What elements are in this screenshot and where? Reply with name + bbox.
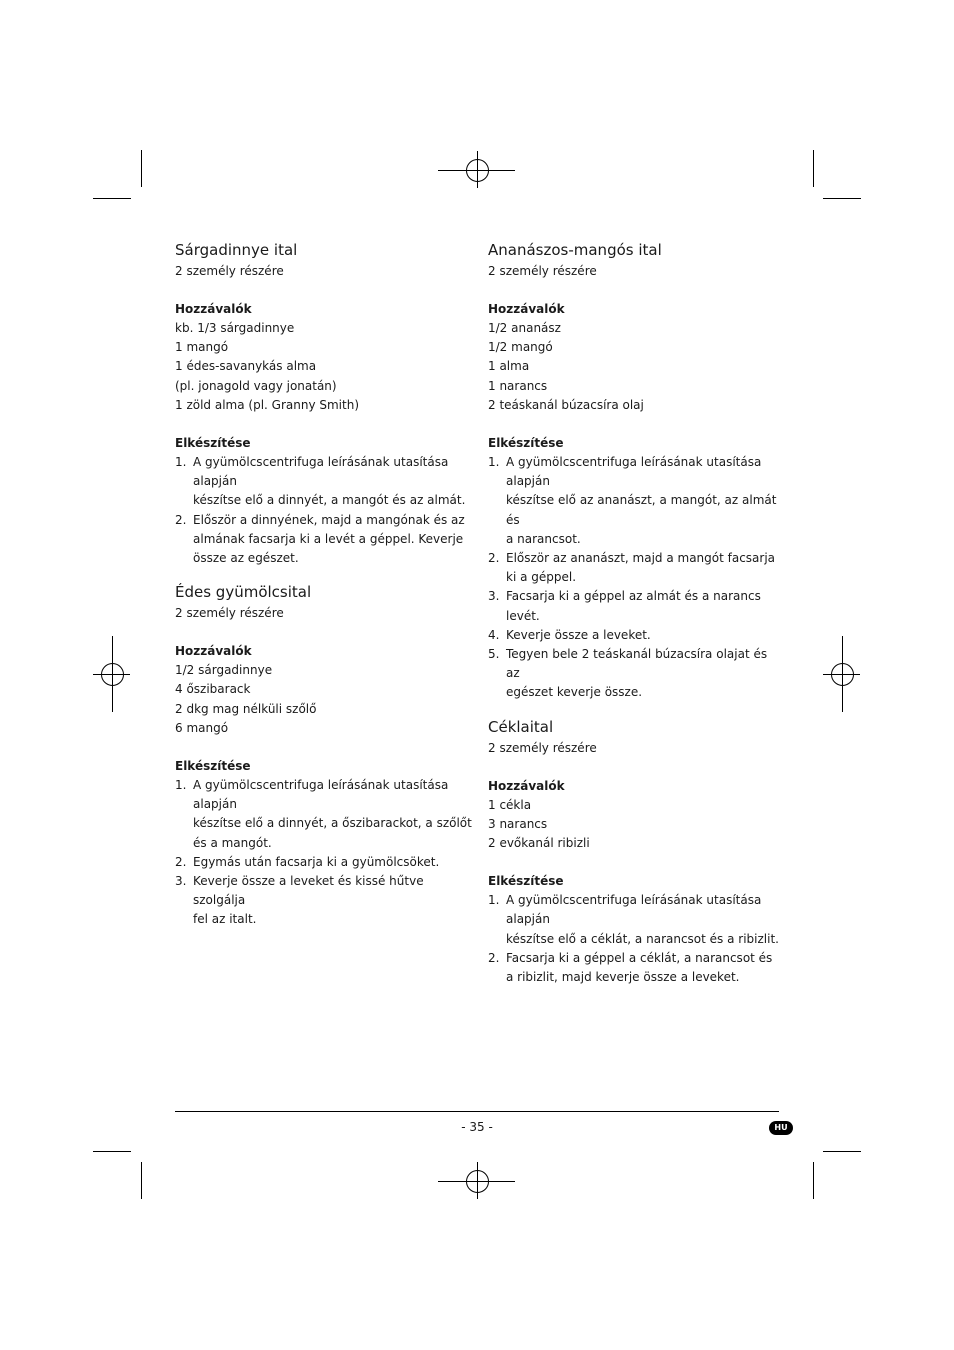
step-number: 1. bbox=[175, 778, 187, 793]
step-line: fel az italt. bbox=[193, 912, 257, 927]
step-number: 3. bbox=[175, 874, 187, 889]
ingredients-list bbox=[175, 661, 475, 738]
step-number: 2. bbox=[175, 854, 187, 869]
ingredient-item: 4 őszibarack bbox=[175, 682, 251, 697]
recipe-title: Céklaital bbox=[488, 717, 554, 736]
ingredients-list bbox=[488, 796, 780, 854]
method-step bbox=[175, 453, 475, 511]
method-heading: Elkészítése bbox=[488, 436, 564, 451]
step-line: egészet keverje össze. bbox=[506, 685, 643, 700]
step-number: 2. bbox=[488, 950, 500, 965]
ingredient-item: 1 mangó bbox=[175, 340, 229, 355]
step-line: Először az ananászt, majd a mangót facsarja bbox=[506, 551, 776, 566]
step-line: A gyümölcscentrifuga leírásának utasítása alapján bbox=[193, 455, 449, 489]
recipe-serves: 2 személy részére bbox=[175, 606, 284, 621]
ingredients-heading: Hozzávalók bbox=[488, 302, 565, 316]
step-line: készítse elő az ananászt, a mangót, az almát és bbox=[506, 493, 777, 527]
recipe-serves: 2 személy részére bbox=[488, 740, 597, 755]
step-line: Keverje össze a leveket. bbox=[506, 627, 651, 642]
right-column bbox=[488, 238, 780, 987]
method-step bbox=[488, 453, 780, 549]
ingredient-item: 1 cékla bbox=[488, 797, 532, 812]
step-line: Keverje össze a leveket és kissé hűtve szolgálja bbox=[193, 874, 424, 908]
recipe-sargadinnye bbox=[175, 238, 475, 568]
step-line: Egymás után facsarja ki a gyümölcsöket. bbox=[193, 854, 440, 869]
step-line: és a mangót. bbox=[193, 835, 272, 850]
step-number: 5. bbox=[488, 647, 500, 662]
step-line: össze az egészet. bbox=[193, 551, 299, 566]
ingredient-item: 1 narancs bbox=[488, 378, 548, 393]
step-number: 2. bbox=[488, 551, 500, 566]
ingredient-item: 3 narancs bbox=[488, 816, 548, 831]
recipe-title: Sárgadinnye ital bbox=[175, 241, 298, 259]
method-step bbox=[175, 853, 475, 872]
step-number: 4. bbox=[488, 627, 500, 642]
step-number: 3. bbox=[488, 589, 500, 604]
ingredient-item: 6 mangó bbox=[175, 720, 229, 735]
recipe-ananaszos-mangos bbox=[488, 238, 780, 703]
ingredients-heading: Hozzávalók bbox=[175, 302, 252, 316]
method-step bbox=[175, 511, 475, 569]
method-heading: Elkészítése bbox=[488, 874, 564, 889]
ingredient-item: 1/2 ananász bbox=[488, 321, 561, 335]
ingredient-item: 1 édes-savanykás alma bbox=[175, 359, 317, 374]
step-line: A gyümölcscentrifuga leírásának utasítása alapján bbox=[506, 455, 762, 489]
recipe-edes-gyumolcsital bbox=[175, 580, 475, 929]
recipe-title: Ananászos-mangós ital bbox=[488, 241, 662, 259]
method-step bbox=[175, 776, 475, 853]
step-line: Facsarja ki a géppel az almát és a narancs levét. bbox=[506, 589, 761, 623]
step-line: Facsarja ki a géppel a céklát, a narancsot és bbox=[506, 950, 773, 965]
step-line: a ribizlit, majd keverje össze a leveket. bbox=[506, 970, 740, 985]
step-line: készítse elő a céklát, a narancsot és a ribizlit. bbox=[506, 931, 779, 946]
method-step bbox=[488, 626, 780, 645]
ingredient-item: 2 evőkanál ribizli bbox=[488, 836, 590, 851]
ingredient-item: 2 dkg mag nélküli szőlő bbox=[175, 701, 317, 716]
method-steps bbox=[488, 891, 780, 987]
ingredient-item: (pl. jonagold vagy jonatán) bbox=[175, 378, 337, 393]
step-line: készítse elő a dinnyét, a őszibarackot, a szőlőt bbox=[193, 816, 472, 831]
ingredients-list bbox=[175, 319, 475, 415]
step-line: a narancsot. bbox=[506, 531, 581, 546]
method-steps bbox=[488, 453, 780, 703]
step-line: készítse elő a dinnyét, a mangót és az almát. bbox=[193, 493, 466, 508]
recipe-serves: 2 személy részére bbox=[488, 264, 597, 278]
ingredient-item: 1 alma bbox=[488, 359, 530, 374]
method-steps bbox=[175, 776, 475, 930]
ingredient-item: 2 teáskanál búzacsíra olaj bbox=[488, 397, 644, 412]
step-number: 1. bbox=[175, 455, 187, 470]
step-line: ki a géppel. bbox=[506, 570, 577, 585]
footer-divider bbox=[175, 1111, 779, 1112]
method-steps bbox=[175, 453, 475, 568]
left-column bbox=[175, 238, 475, 930]
method-heading: Elkészítése bbox=[175, 759, 251, 774]
method-step bbox=[488, 587, 780, 625]
ingredient-item: 1 zöld alma (pl. Granny Smith) bbox=[175, 397, 360, 412]
page-number: - 35 - bbox=[461, 1120, 493, 1134]
method-step bbox=[488, 645, 780, 703]
recipe-ceklaital bbox=[488, 715, 780, 988]
ingredients-heading: Hozzávalók bbox=[488, 778, 565, 793]
step-line: Először a dinnyének, majd a mangónak és az bbox=[193, 512, 465, 527]
recipe-title: Édes gyümölcsital bbox=[175, 583, 312, 602]
step-line: Tegyen bele 2 teáskanál búzacsíra olajat és az bbox=[506, 647, 768, 681]
ingredients-list bbox=[488, 319, 780, 415]
ingredient-item: 1/2 mangó bbox=[488, 340, 553, 355]
step-line: almának facsarja ki a levét a géppel. Keverje bbox=[193, 531, 464, 546]
method-heading: Elkészítése bbox=[175, 436, 251, 451]
ingredient-item: 1/2 sárgadinnye bbox=[175, 663, 273, 678]
method-step bbox=[175, 872, 475, 930]
method-step bbox=[488, 891, 780, 949]
recipe-serves: 2 személy részére bbox=[175, 264, 284, 278]
step-number: 1. bbox=[488, 455, 500, 470]
method-step bbox=[488, 949, 780, 987]
ingredient-item: kb. 1/3 sárgadinnye bbox=[175, 321, 295, 335]
step-line: A gyümölcscentrifuga leírásának utasítása alapján bbox=[193, 778, 449, 812]
step-number: 2. bbox=[175, 512, 187, 527]
ingredients-heading: Hozzávalók bbox=[175, 644, 252, 659]
step-number: 1. bbox=[488, 893, 500, 908]
language-badge: HU bbox=[769, 1121, 793, 1135]
method-step bbox=[488, 549, 780, 587]
step-line: A gyümölcscentrifuga leírásának utasítása alapján bbox=[506, 893, 762, 927]
